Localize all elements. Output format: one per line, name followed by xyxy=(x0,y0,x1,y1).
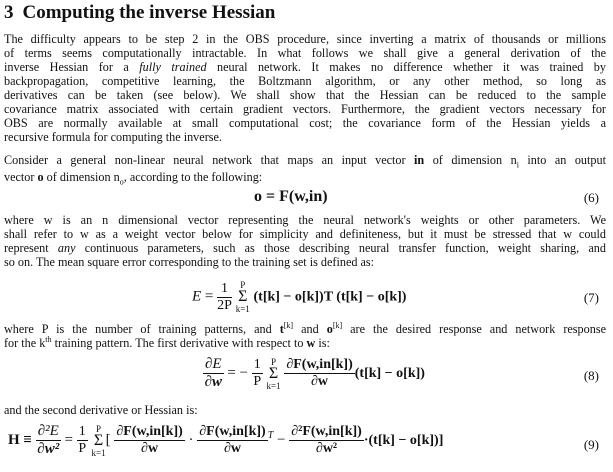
paragraph-line: The difficulty appears to be step 2 in the OBS procedure, since inverting a matrix of thousands or millions xyxy=(4,32,606,46)
paragraph-line: recursive formula for computing the inverse. xyxy=(4,130,222,144)
equation-6 xyxy=(0,188,613,208)
paragraph-line: covariance matrix associated with certain gradient vectors. Furthermore, the gradient vectors necessary for xyxy=(4,102,606,116)
paragraph-line: where P is the number of training patterns, and t[k] and o[k] are the desired response and network response xyxy=(4,320,606,336)
equation-body: o = F(w,in) xyxy=(254,188,328,205)
paragraph-line: OBS are normally available at small computational cost; the covariance form of the Hessian yields a xyxy=(4,116,606,130)
paragraph-line: derivatives can be taken (see below). We shall show that the Hessian can be reduced to the sample xyxy=(4,88,606,102)
equation-body: (t[k] − o[k])T (t[k] − o[k]) xyxy=(253,289,407,305)
paragraph-line: for the $k^{th}$ training pattern. The first derivative with respect to w is: xyxy=(4,334,330,350)
paragraph-line: backpropagation, competitive learning, the Boltzmann algorithm, or any other method, so long as xyxy=(4,74,606,88)
section-title: Computing the inverse Hessian xyxy=(22,2,276,23)
paragraph-line: shall refer to w as a weight vector below for simplicity and definiteness, but it must be stressed that w could xyxy=(4,227,606,241)
paragraph-line: of terms seems computationally intractable. In what follows we shall give a general derivation of the xyxy=(4,46,606,60)
paragraph-line: Consider a general non-linear neural network that maps an input vector in of dimension $n_i$ into an output xyxy=(4,153,606,170)
paragraph-line: inverse Hessian for a fully trained neural network. It makes no difference whether it was trained by xyxy=(4,60,606,74)
paragraph-line: vector o of dimension $n_o$, according to the following: xyxy=(4,170,263,187)
equation-7: E = $\frac{1}{2P}$ P Σ k=1 (t[k] − o[k])T (t[k] − o[k]) (7) xyxy=(192,280,599,314)
equation-9: H ≡ $\frac{\text{∂²E}}{\text{∂w²}}$ = $\frac{1}{P}$ P Σ k=1 [ $\frac{\partial F(w,in[k])}{\partial w}$ · $\frac{\partial F(w,in[k])}{\partial w}$ $^T$ − $\frac{\text{∂²F(w,in[k])}}{\text{∂w²}}$ ·(t[k] − o[k])] (9) xyxy=(8,423,599,458)
section-number: 3 xyxy=(4,2,14,23)
paragraph-line: represent any continuous parameters, such as those describing neural transfer function, weight sharing, and xyxy=(4,241,606,255)
emphasis: any xyxy=(57,241,76,255)
equation-number: (9) xyxy=(583,437,599,452)
equation-number: (7) xyxy=(583,290,599,305)
equation-number: (6) xyxy=(583,190,599,205)
paragraph-line: so on. The mean square error corresponding to the training set is defined as: xyxy=(4,255,375,269)
paragraph-line: where w is an n dimensional vector representing the neural network's weights or other parameters. We xyxy=(4,213,606,227)
emphasis: fully trained xyxy=(139,60,207,74)
section-heading xyxy=(4,2,275,24)
equation-8: $\frac{\partial E}{\partial w}$ = − $\frac{1}{P}$ P Σ k=1 $\frac{\partial F(w,in[k])}{\partial w}$ (t[k] − o[k]) (8) xyxy=(204,356,599,391)
paragraph-line: and the second derivative or Hessian is: xyxy=(4,403,198,417)
equation-number: (8) xyxy=(583,368,599,383)
